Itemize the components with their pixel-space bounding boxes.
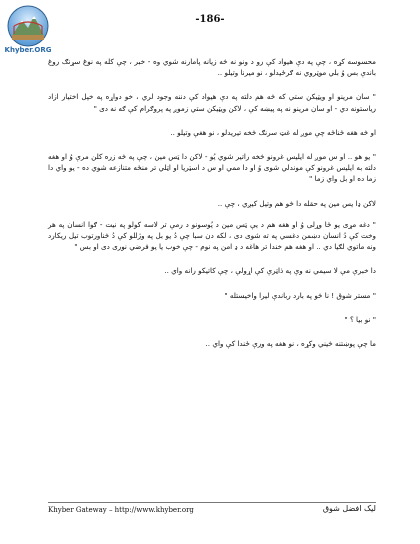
paragraph: " سان مرينو او ويټيکن ستي که څه هم دلته په دې هيواد کې دننه وجود لري ، خو دواړه په خپل اختيار ازاد رياستونه دي - او سان مرينو نه په پيښه کې ، لاکن ويټيکن ستي زموږ په پروګرام کې ګه نه دی " <box>48 92 376 113</box>
paragraph: " مستر شوق ! نا څو په بارد رباندې ليرا واخيستله " <box>224 290 376 300</box>
logo-caption: Khyber.ORG <box>4 46 52 54</box>
paragraph: ما چې پوښتنه څيني وکړه ، نو هغه په ورې ځندا کې واي .. <box>205 339 376 349</box>
paragraph: " نو بيا ؟ " <box>344 314 376 324</box>
page-body <box>48 56 376 359</box>
footer-divider <box>48 502 376 503</box>
khyber-org-logo <box>6 4 50 48</box>
footer-source: Khyber Gateway – http://www.khyber.org <box>48 506 194 514</box>
paragraph: او څه هغه ځناځه چې موږ له غټ سرنګ څخه تيريدلو ، نو هغې وتيلو .. <box>170 127 376 137</box>
page-number: -186- <box>195 14 225 25</box>
paragraph: " دغه مړی يو ځا وړلی وُ او هغه هم د يې ټس مين د يُوسونو د رمې تر لاسه کولو په نيت - ګوا انسان په هر وخت کې دُ انسان دښمن دغسي په ته شوی دی ، لکه دن سبا چې دُ يو بل په وژللو کې دُ څناورتوب تيل ريکارد ونه ماتوي لګيا دي .. او هغه هم خندا تر هاغه د ډ امن په نوم - چې خوب يا يو فرضي نوری دی او بس " <box>48 219 376 252</box>
paragraph: دا خبرې مې لا سيمي نه وې په ذاټرې کې اړولې ، چې کاتيکو رانه واي .. <box>164 266 376 276</box>
footer-author: ليک افضل شوق <box>322 504 376 513</box>
paragraph: لاکن ډا يس مين په حقله دا څو هم وتيل کيږي ، چې .. <box>217 198 376 208</box>
paragraph: " يو هو .. او س موږ له ايليس غرونو څخه راتير شوي يُو - لاکن دا ټس مين ، چې په څه زره کلن مرې وُ او هغه دلته به ايليس غرونو کې موندلي شوی وُ او دا ممي او س د اسټريا او اټلي تر منځه متنازعه شوي ده - يو واي دا زما ده او بل واي زما " <box>48 152 376 184</box>
paragraph: محسوسه کړه ، چې په دې هيواد کې رو د ونو نه څه زيانه پامارنه شوي وه - خبر ، چې کله په نوغ سړنګ روغ باندې بس وُ بلي موټروي نه ګرځيدلو ، نو ميرنا وتيلو .. <box>48 57 376 78</box>
